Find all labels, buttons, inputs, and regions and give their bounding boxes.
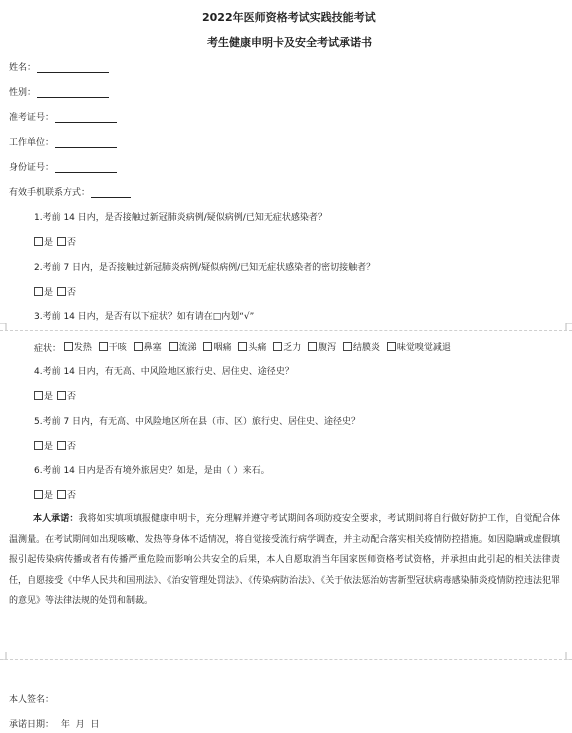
symptom-runny-nose[interactable]: 流涕	[169, 340, 197, 353]
checkbox[interactable]	[99, 342, 108, 351]
option-yes-label: 是	[44, 392, 54, 402]
checkbox-yes[interactable]	[34, 441, 43, 450]
employer-field	[9, 135, 117, 148]
gender-label: 性别：	[9, 88, 37, 98]
employer-label: 工作单位：	[9, 138, 55, 148]
question-5-options	[34, 439, 76, 452]
symptom-sore-throat[interactable]: 咽痛	[203, 340, 231, 353]
exam-id-field	[9, 110, 117, 123]
checkbox[interactable]	[134, 342, 143, 351]
symptoms-label: 症状：	[34, 344, 62, 354]
name-field	[9, 60, 109, 73]
phone-label: 有效手机联系方式：	[9, 188, 91, 198]
commitment-paragraph	[9, 509, 560, 612]
checkbox[interactable]	[203, 342, 212, 351]
commitment-date	[9, 717, 99, 730]
checkbox-yes[interactable]	[34, 287, 43, 296]
option-no-label: 否	[67, 491, 77, 501]
option-yes-label: 是	[44, 442, 54, 452]
id-number-field	[9, 160, 117, 173]
checkbox-yes[interactable]	[34, 237, 43, 246]
question-1: 1.考前 14 日内，是否接触过新冠肺炎病例/疑似病例/已知无症状感染者？	[34, 213, 327, 223]
option-no-label: 否	[67, 288, 77, 298]
option-no-label: 否	[67, 442, 77, 452]
question-6-options	[34, 488, 76, 501]
question-5: 5.考前 7 日内，有无高、中风险地区所在县（市、区）旅行史、居住史、途径史？	[34, 417, 361, 427]
checkbox-no[interactable]	[57, 490, 66, 499]
question-4: 4.考前 14 日内，有无高、中风险地区旅行史、居住史、途径史？	[34, 367, 294, 377]
gender-field	[9, 85, 109, 98]
checkbox-no[interactable]	[57, 391, 66, 400]
question-2-options	[34, 285, 76, 298]
name-input-line[interactable]	[37, 63, 109, 73]
employer-input-line[interactable]	[55, 138, 117, 148]
option-no-label: 否	[67, 392, 77, 402]
symptom-fatigue[interactable]: 乏力	[273, 340, 301, 353]
option-yes-label: 是	[44, 491, 54, 501]
checkbox-no[interactable]	[57, 237, 66, 246]
exam-id-label: 准考证号：	[9, 113, 55, 123]
checkbox[interactable]	[238, 342, 247, 351]
symptom-conjunctivitis[interactable]: 结膜炎	[343, 340, 380, 353]
commitment-body: 我将如实填项填报健康申明卡，充分理解并遵守考试期间各项防疫安全要求，考试期间将自行做好防护工作，自觉配合体温测量。在考试期间如出现咳嗽、发热等身体不适情况，将自觉接受流行病学调查，并主动配合落实相关疫情防控措施。如因隐瞒或虚假填报引起传染病传播或者有传播严重危险而影响公共安全的后果，本人自愿取消当年国家医师资格考试资格，并承担由此引起的相关法律责任，自愿接受《中华人民共和国刑法》、《治安管理处罚法》、《传染病防治法》、《关于依法惩治妨害新型冠状病毒感染肺炎疫情防控违法犯罪的意见》等法律法规的处罚和制裁。	[9, 514, 560, 606]
symptom-nasal-congestion[interactable]: 鼻塞	[134, 340, 162, 353]
exam-id-input-line[interactable]	[55, 113, 117, 123]
commitment-heading: 本人承诺：	[33, 514, 79, 524]
symptom-headache[interactable]: 头痛	[238, 340, 266, 353]
option-no-label: 否	[67, 238, 77, 248]
document-title: 2022年医师资格考试实践技能考试	[202, 11, 376, 24]
checkbox-no[interactable]	[57, 287, 66, 296]
checkbox[interactable]	[169, 342, 178, 351]
phone-input-line[interactable]	[91, 188, 131, 198]
id-number-label: 身份证号：	[9, 163, 55, 173]
question-2: 2.考前 7 日内，是否接触过新冠肺炎病例/疑似病例/已知无症状感染者的密切接触者？	[34, 263, 376, 273]
question-4-options	[34, 389, 76, 402]
checkbox-yes[interactable]	[34, 391, 43, 400]
page-break	[0, 330, 572, 331]
date-value: 年 月 日	[60, 720, 100, 730]
date-label: 承诺日期：	[9, 720, 55, 730]
checkbox[interactable]	[308, 342, 317, 351]
signature-label: 本人签名：	[9, 695, 55, 705]
id-number-input-line[interactable]	[55, 163, 117, 173]
question-6: 6.考前 14 日内是否有境外旅居史？如是，是由（ ）来石。	[34, 466, 270, 476]
document-subtitle: 考生健康申明卡及安全考试承诺书	[207, 36, 372, 49]
phone-field	[9, 185, 131, 198]
checkbox[interactable]	[387, 342, 396, 351]
checkbox[interactable]	[343, 342, 352, 351]
question-3: 3.考前 14 日内，是否有以下症状？如有请在□内划“√”	[34, 312, 255, 322]
checkbox-no[interactable]	[57, 441, 66, 450]
option-yes-label: 是	[44, 288, 54, 298]
symptom-diarrhea[interactable]: 腹泻	[308, 340, 336, 353]
question-1-options	[34, 235, 76, 248]
gender-input-line[interactable]	[37, 88, 109, 98]
checkbox[interactable]	[273, 342, 282, 351]
symptom-fever[interactable]: 发热	[64, 340, 92, 353]
symptom-taste-smell-loss[interactable]: 味觉嗅觉减退	[387, 340, 451, 353]
checkbox[interactable]	[64, 342, 73, 351]
page-break	[0, 659, 572, 660]
symptom-dry-cough[interactable]: 干咳	[99, 340, 127, 353]
option-yes-label: 是	[44, 238, 54, 248]
symptoms-row	[34, 340, 455, 354]
checkbox-yes[interactable]	[34, 490, 43, 499]
name-label: 姓名：	[9, 63, 37, 73]
